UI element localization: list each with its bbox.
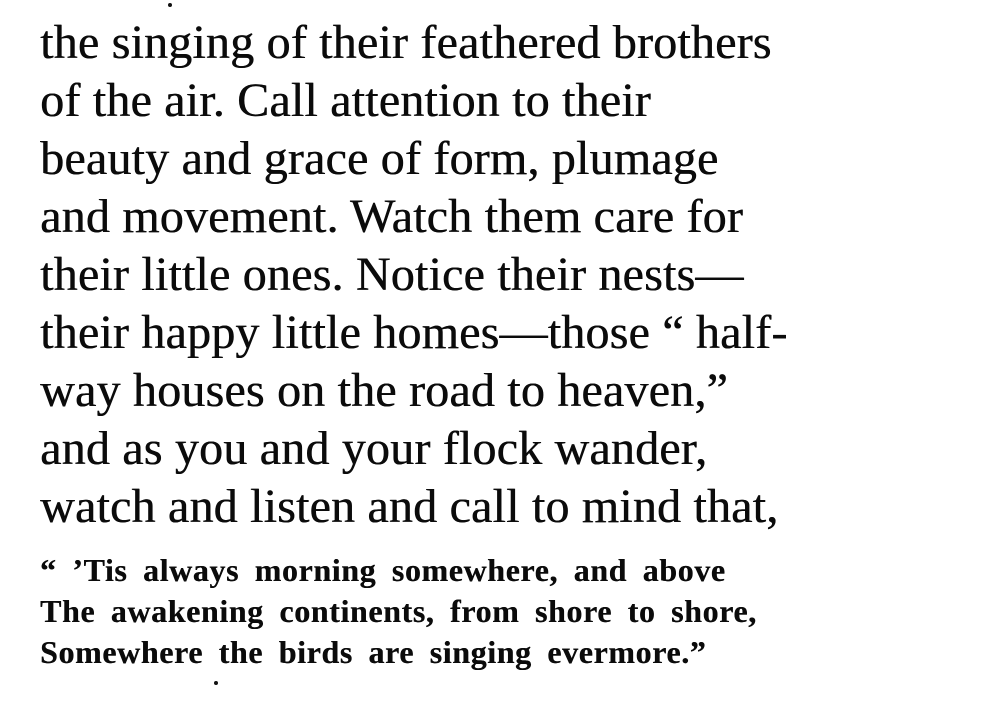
paragraph-line: their little ones. Notice their nests— (40, 248, 744, 301)
poem-line: “ ’Tis always morning somewhere, and above (40, 552, 726, 588)
scan-artifact-dot-top (168, 3, 172, 7)
paragraph-line: beauty and grace of form, plumage (40, 132, 719, 185)
paragraph-line: of the air. Call attention to their (40, 74, 651, 127)
paragraph-line: watch and listen and call to mind that, (40, 480, 779, 533)
paragraph-line: their happy little homes—those “ half- (40, 306, 788, 359)
poem-line: Somewhere the birds are singing evermore.” (40, 634, 707, 670)
scan-artifact-dot-bottom (214, 681, 218, 685)
paragraph-line: way houses on the road to heaven,” (40, 364, 728, 417)
paragraph-line: and as you and your flock wander, (40, 422, 708, 475)
body-paragraph (40, 14, 975, 536)
paragraph-line: and movement. Watch them care for (40, 190, 743, 243)
paragraph-line: the singing of their feathered brothers (40, 16, 772, 69)
poem-quotation (40, 550, 980, 673)
poem-line: The awakening continents, from shore to shore, (40, 593, 757, 629)
